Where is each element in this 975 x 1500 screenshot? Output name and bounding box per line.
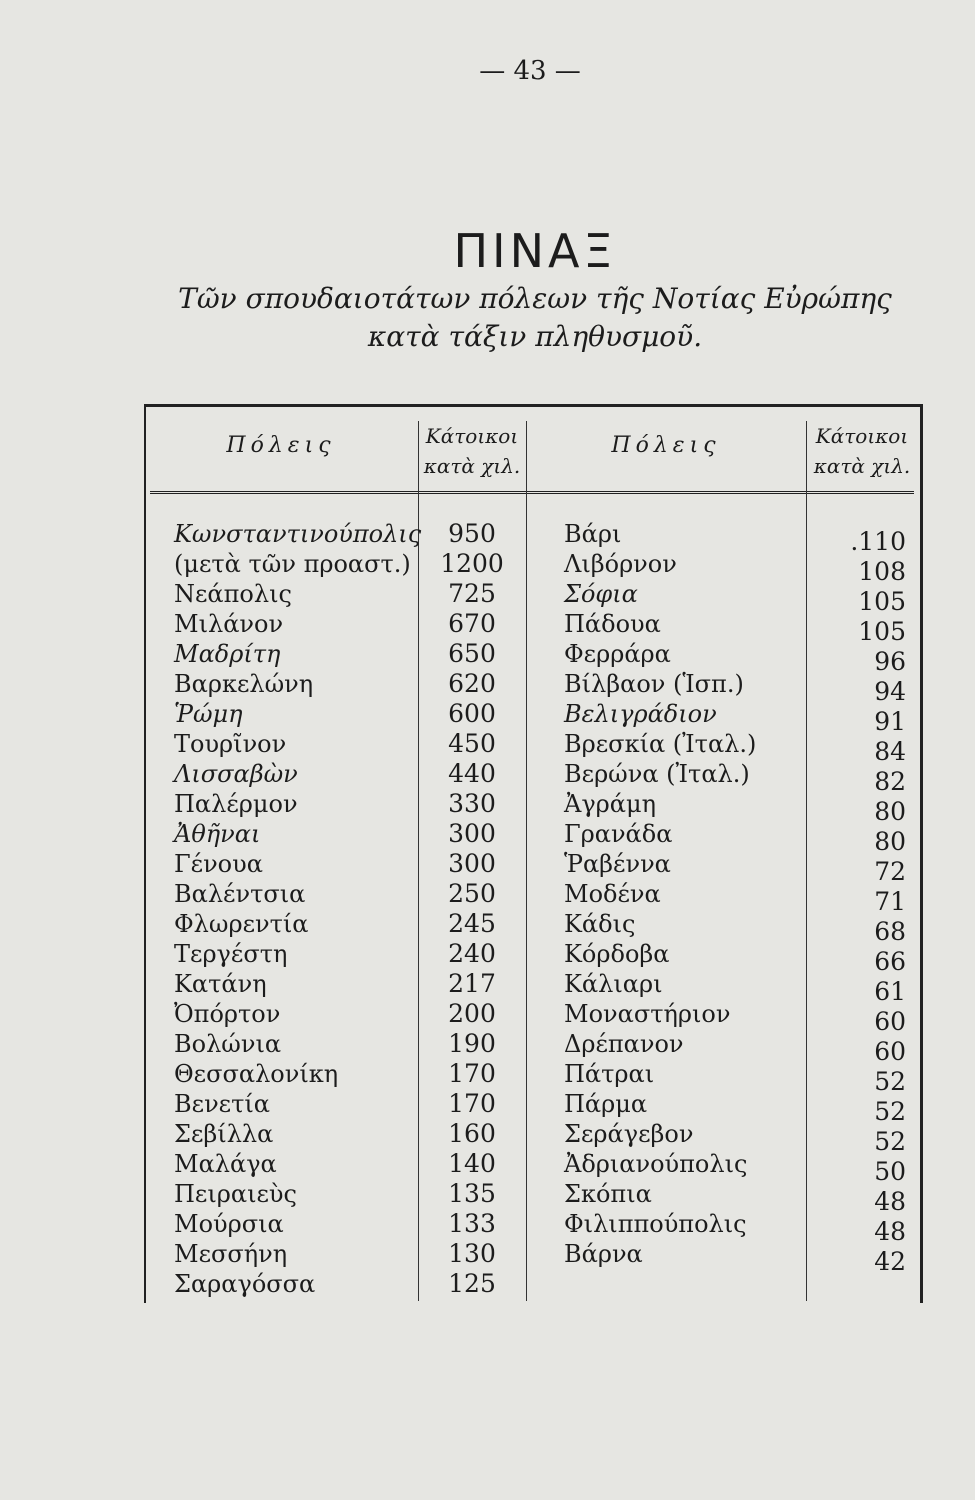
population-cell: 80 [874,827,906,856]
city-cell: (μετὰ τῶν προαστ.) [174,550,411,578]
city-cell: Σεράγεβον [564,1120,694,1148]
population-cell: 135 [448,1179,496,1208]
population-cell: 125 [448,1269,496,1298]
header-cities-right: Πόλεις [611,433,721,458]
population-cell: 190 [448,1029,496,1058]
city-cell: Παλέρμον [174,790,298,818]
population-cell: 60 [874,1037,906,1066]
population-cell: 300 [448,849,496,878]
city-cell: Λισσαβὼν [174,760,298,788]
city-cell: Μοναστήριον [564,1000,731,1028]
population-cell: 72 [874,857,906,886]
population-cell: 52 [874,1067,906,1096]
column-divider [526,421,527,1301]
population-cell: 440 [448,759,496,788]
city-cell: Σεβίλλα [174,1120,274,1148]
population-cell: 725 [448,579,496,608]
population-cell: 91 [874,707,906,736]
city-cell: Φερράρα [564,640,671,668]
population-cell: 240 [448,939,496,968]
city-cell: Μοδένα [564,880,661,908]
city-cell: Πάδουα [564,610,661,638]
city-cell: Μαδρίτη [174,640,281,668]
population-cell: 50 [874,1157,906,1186]
table-heading: ΠΙΝΑΞ [453,224,617,278]
population-cell: 170 [448,1059,496,1088]
city-cell: Νεάπολις [174,580,292,608]
city-cell: Κάδις [564,910,636,938]
city-cell: Σαραγόσσα [174,1270,316,1298]
city-cell: Κόρδοβα [564,940,670,968]
left-city-column [174,519,422,1299]
population-cell: 84 [874,737,906,766]
page-number: — 43 — [479,56,581,86]
city-cell: Βίλβαον (Ἱσπ.) [564,670,744,698]
city-cell: Τεργέστη [174,940,288,968]
population-cell: 600 [448,699,496,728]
left-population-column [418,519,526,1299]
population-cell: 71 [874,887,906,916]
population-cell: 52 [874,1127,906,1156]
population-cell: 650 [448,639,496,668]
population-cell: 670 [448,609,496,638]
city-cell: Μαλάγα [174,1150,277,1178]
city-cell: Ἀθῆναι [174,820,261,848]
population-cell: 61 [874,977,906,1006]
population-cell: 108 [858,557,906,586]
subtitle-line-2: κατὰ τάξιν πληθυσμοῦ. [367,320,703,353]
city-cell: Σόφια [564,580,638,608]
population-cell: 96 [874,647,906,676]
population-cell: 68 [874,917,906,946]
population-cell: 170 [448,1089,496,1118]
population-cell: 200 [448,999,496,1028]
population-cell: 330 [448,789,496,818]
city-cell: Ὀπόρτον [174,1000,281,1028]
city-cell: Μούρσια [174,1210,284,1238]
header-population-right-line2: κατὰ χιλ. [813,454,911,478]
population-table [144,404,923,1303]
city-cell: Βερώνα (Ἰταλ.) [564,760,750,788]
population-cell: 300 [448,819,496,848]
population-cell: 80 [874,797,906,826]
city-cell: Βρεσκία (Ἰταλ.) [564,730,757,758]
city-cell: Μεσσήνη [174,1240,288,1268]
population-cell: 245 [448,909,496,938]
population-cell: 82 [874,767,906,796]
city-cell: Φιλιππούπολις [564,1210,747,1238]
city-cell: Πειραιεὺς [174,1180,297,1208]
city-cell: Βάρι [564,520,622,548]
population-cell: 140 [448,1149,496,1178]
city-cell: Βολώνια [174,1030,282,1058]
header-population-left-line2: κατὰ χιλ. [423,454,521,478]
population-cell: 94 [874,677,906,706]
city-cell: Δρέπανον [564,1030,684,1058]
city-cell: Κατάνη [174,970,267,998]
population-cell: 105 [858,587,906,616]
header-population-left [418,421,526,481]
header-population-right-line1: Κάτοικοι [815,424,909,448]
population-cell: 133 [448,1209,496,1238]
city-cell: Πάρμα [564,1090,648,1118]
population-cell: 66 [874,947,906,976]
population-cell: 52 [874,1097,906,1126]
population-cell: 42 [874,1247,906,1276]
city-cell: Θεσσαλονίκη [174,1060,339,1088]
population-cell: 48 [874,1217,906,1246]
city-cell: Μιλάνον [174,610,284,638]
header-cities-left: Πόλεις [226,433,336,458]
right-population-column [806,527,906,1277]
city-cell: Ῥαβέννα [564,850,671,878]
city-cell: Ἀδριανούπολις [564,1150,748,1178]
city-cell: Κάλιαρι [564,970,663,998]
population-cell: .110 [850,527,906,556]
header-population-right [806,421,918,481]
population-cell: 950 [448,519,496,548]
city-cell: Ἀγράμη [564,790,656,818]
population-cell: 620 [448,669,496,698]
city-cell: Βαρκελώνη [174,670,314,698]
header-population-left-line1: Κάτοικοι [425,424,519,448]
population-cell: 450 [448,729,496,758]
city-cell: Ῥώμη [174,700,243,728]
population-cell: 130 [448,1239,496,1268]
population-cell: 60 [874,1007,906,1036]
population-cell: 160 [448,1119,496,1148]
city-cell: Πάτραι [564,1060,655,1088]
city-cell: Βάρνα [564,1240,643,1268]
population-cell: 105 [858,617,906,646]
header-rule [150,491,914,494]
population-cell: 217 [448,969,496,998]
city-cell: Γένουα [174,850,263,878]
right-city-column [564,519,804,1269]
city-cell: Βενετία [174,1090,270,1118]
city-cell: Βελιγράδιον [564,700,717,728]
city-cell: Τουρῖνον [174,730,287,758]
city-cell: Βαλέντσια [174,880,306,908]
city-cell: Γρανάδα [564,820,673,848]
population-cell: 1200 [440,549,504,578]
city-cell: Λιβόρνον [564,550,677,578]
city-cell: Κωνσταντινούπολις [174,520,422,548]
subtitle-line-1: Τῶν σπουδαιοτάτων πόλεων τῆς Νοτίας Εὐρώπης [178,282,892,315]
population-cell: 48 [874,1187,906,1216]
table-left-rule [144,407,147,1303]
city-cell: Σκόπια [564,1180,652,1208]
population-cell: 250 [448,879,496,908]
city-cell: Φλωρεντία [174,910,309,938]
